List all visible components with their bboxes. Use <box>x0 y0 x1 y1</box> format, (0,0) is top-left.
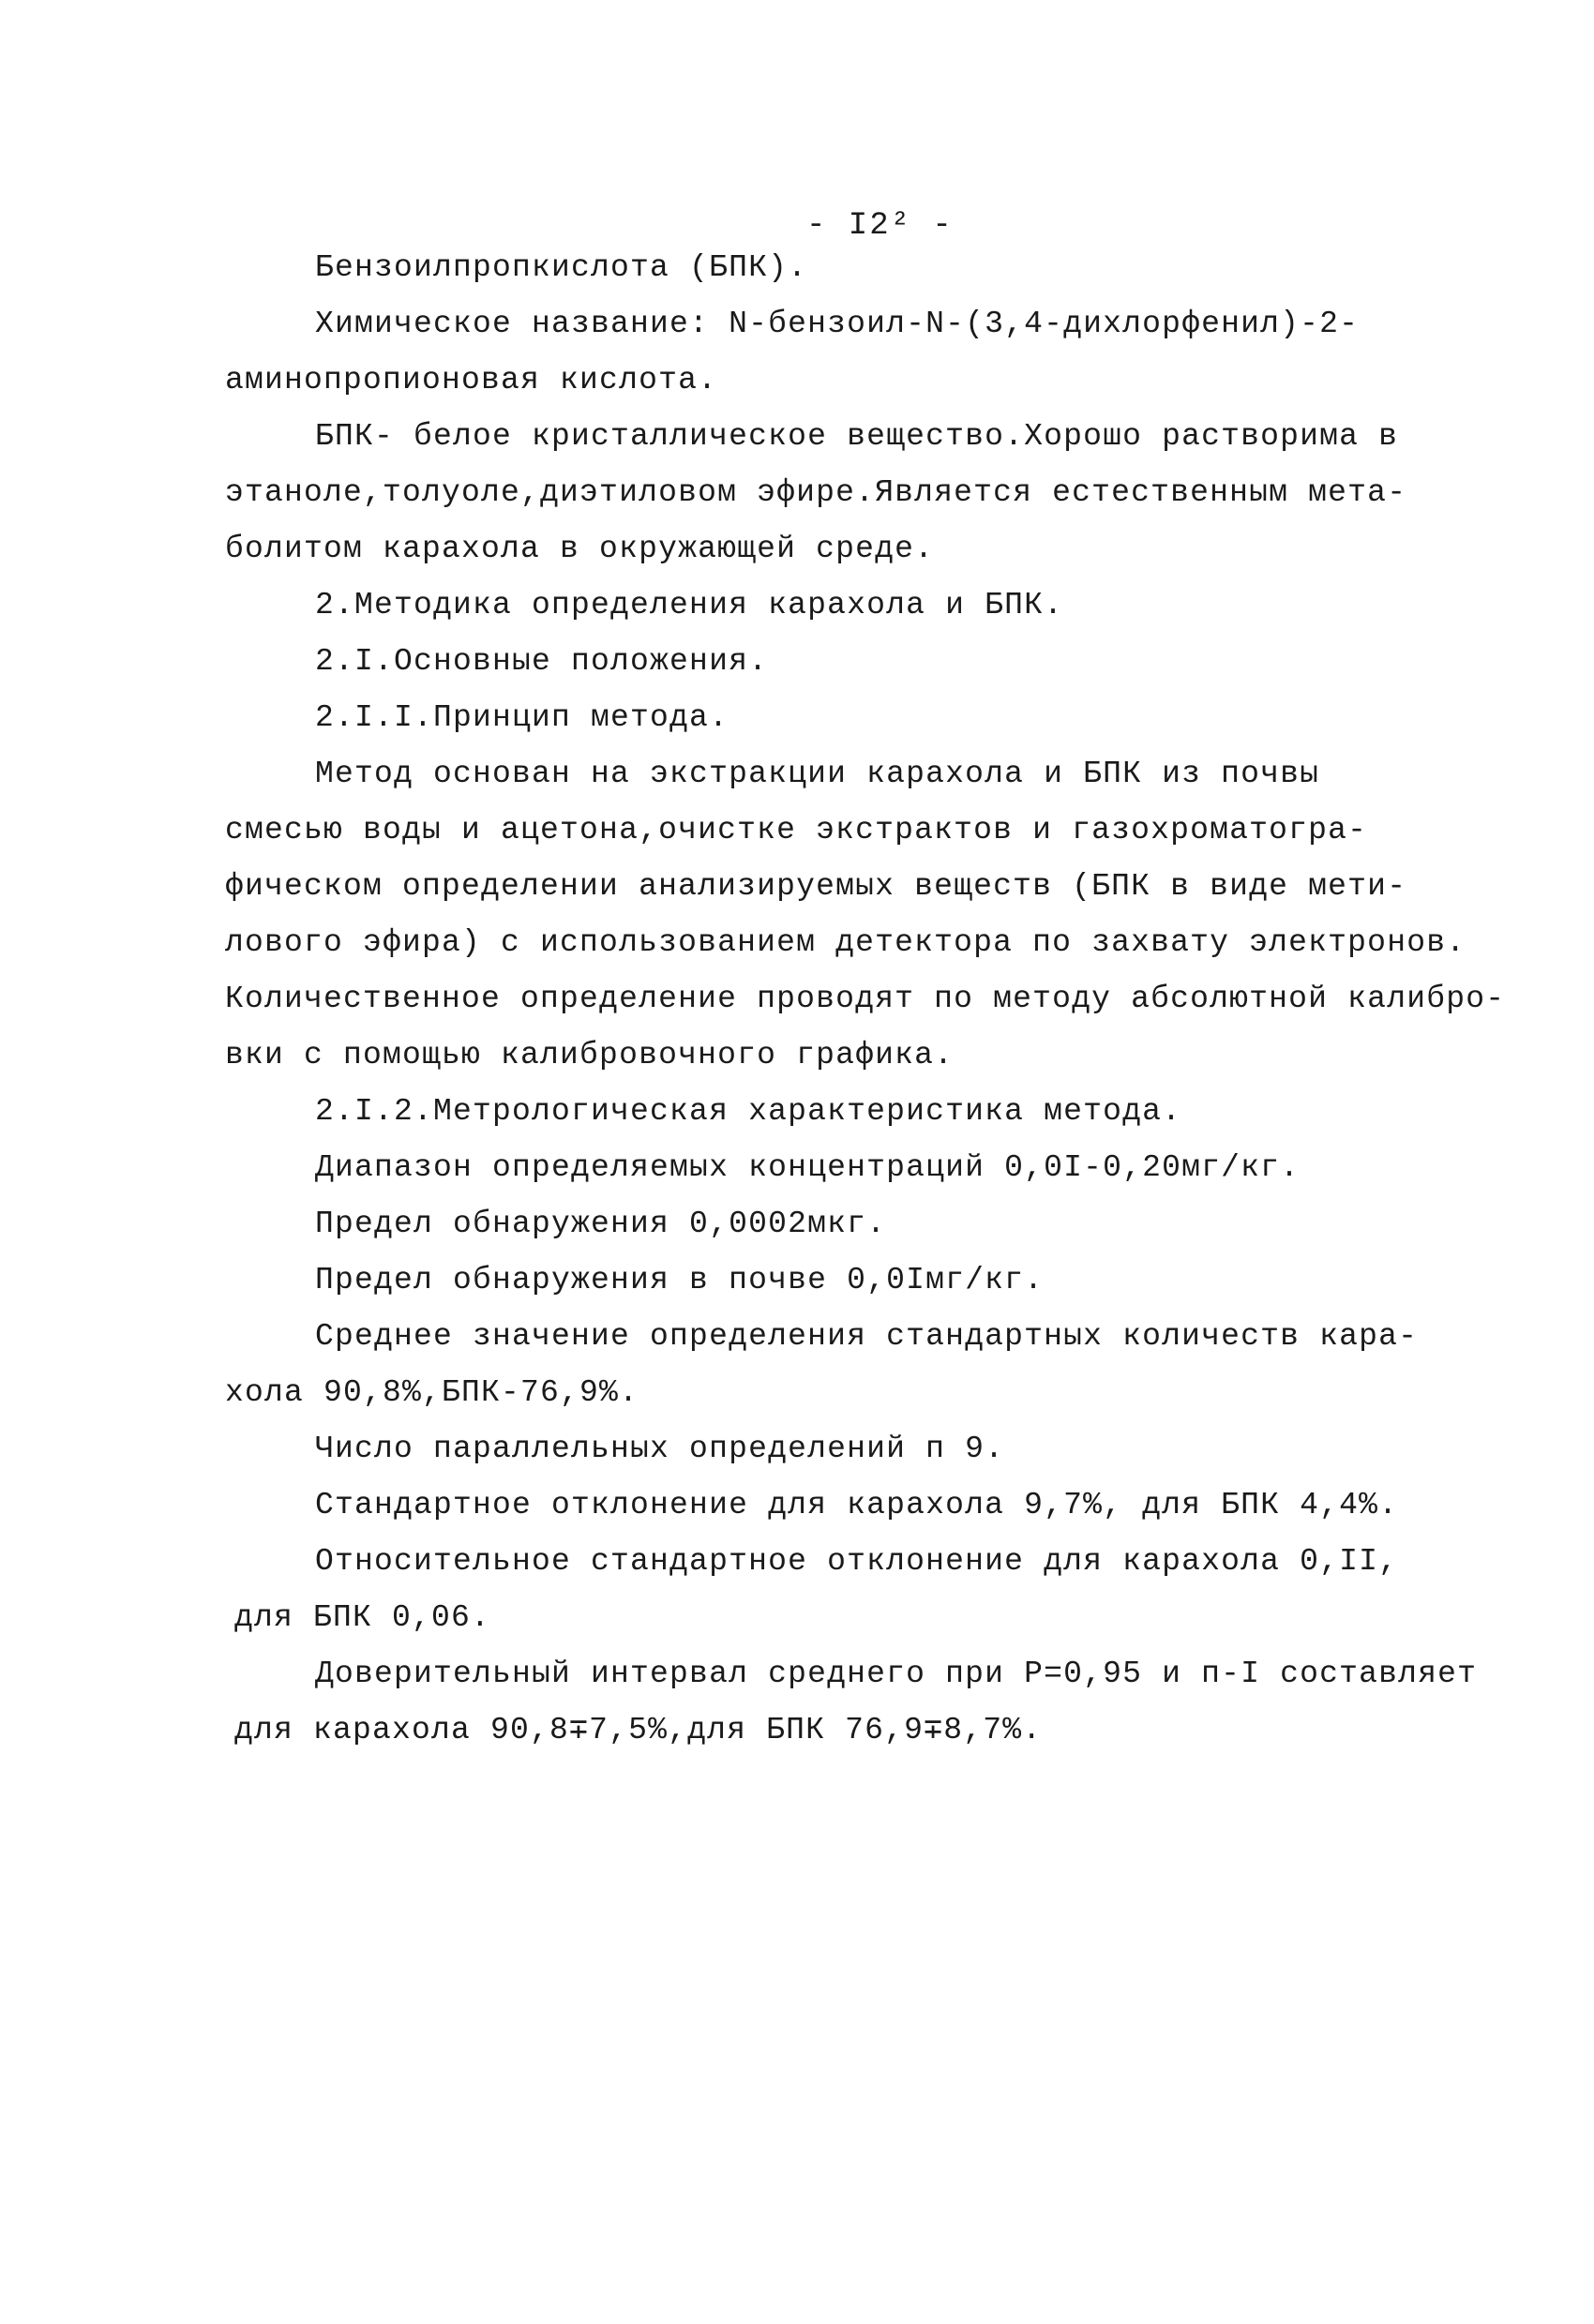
section-heading: 2.Методика определения карахола и БПК. <box>315 588 1064 622</box>
subsection-heading: 2.I.I.Принцип метода. <box>315 700 729 735</box>
text-line: Метод основан на экстракции карахола и БПК из почвы <box>315 757 1320 791</box>
subsection-heading: 2.I.2.Метрологическая характеристика метода. <box>315 1094 1182 1129</box>
text-line: Среднее значение определения стандартных количеств кара- <box>315 1319 1419 1354</box>
text-line: для БПК 0,06. <box>234 1600 491 1635</box>
text-line: Бензоилпропкислота (БПК). <box>315 250 808 285</box>
text-line: Предел обнаружения 0,0002мкг. <box>315 1207 887 1241</box>
text-line: для карахола 90,8∓7,5%,для БПК 76,9∓8,7%. <box>234 1713 1043 1747</box>
page-number: - I2² - <box>806 208 954 244</box>
text-line: этаноле,толуоле,диэтиловом эфире.Является естественным мета- <box>225 475 1407 510</box>
text-line: Диапазон определяемых концентраций 0,0I-0,20мг/кг. <box>315 1150 1301 1185</box>
text-line: смесью воды и ацетона,очистке экстрактов и газохроматогра- <box>225 813 1368 847</box>
text-line: Предел обнаружения в почве 0,0Iмг/кг. <box>315 1263 1045 1297</box>
text-line: лового эфира) с использованием детектора по захвату электронов. <box>225 925 1466 960</box>
text-line: БПК- белое кристаллическое вещество.Хорошо растворима в <box>315 419 1399 454</box>
text-line: болитом карахола в окружающей среде. <box>225 532 935 566</box>
text-line: Химическое название: N-бензоил-N-(3,4-дихлорфенил)-2- <box>315 307 1360 341</box>
text-line: хола 90,8%,БПК-76,9%. <box>225 1375 639 1410</box>
text-line: Относительное стандартное отклонение для карахола 0,II, <box>315 1544 1399 1579</box>
subsection-heading: 2.I.Основные положения. <box>315 644 769 679</box>
text-line: Количественное определение проводят по методу абсолютной калибро- <box>225 982 1506 1016</box>
text-line: Число параллельных определений п 9. <box>315 1432 1005 1466</box>
text-line: Доверительный интервал среднего при Р=0,95 и п-I составляет <box>315 1657 1478 1691</box>
text-line: аминопропионовая кислота. <box>225 363 718 397</box>
text-line: Стандартное отклонение для карахола 9,7%, для БПК 4,4%. <box>315 1488 1399 1522</box>
text-line: вки с помощью калибровочного графика. <box>225 1038 955 1072</box>
text-line: фическом определении анализируемых веществ (БПК в виде мети- <box>225 869 1407 904</box>
